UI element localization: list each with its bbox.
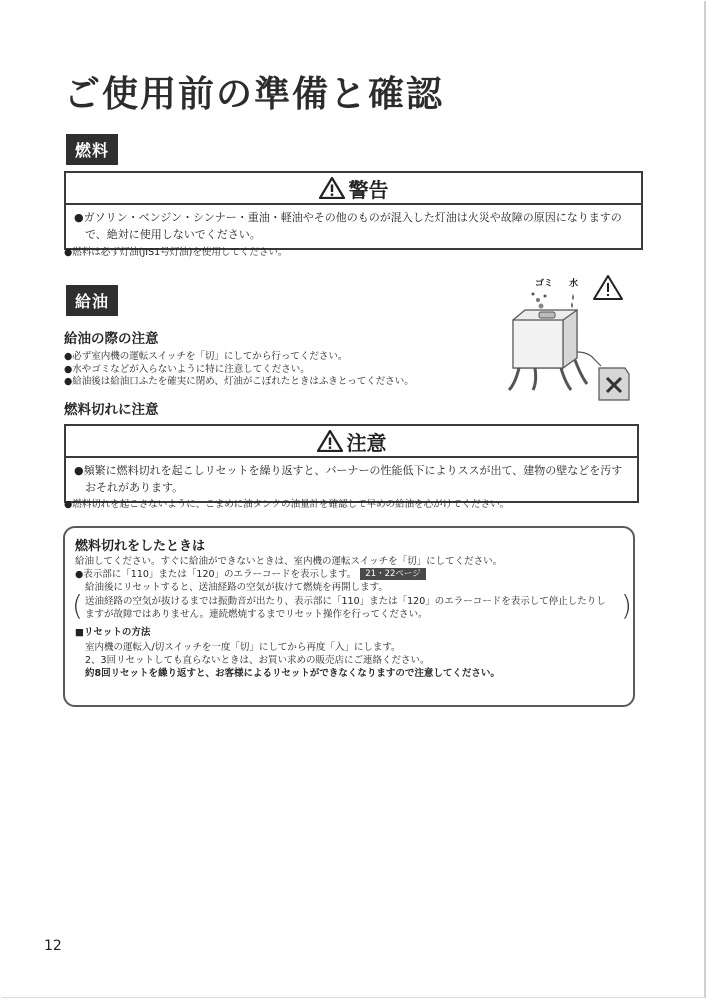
warning-heading: 警告: [348, 177, 389, 202]
caution-header: [66, 426, 637, 458]
warning-line-2: で、絶対に使用しないでください。: [74, 228, 261, 241]
section-tag-fuel: 燃料: [66, 134, 118, 165]
info-display-line: [75, 568, 426, 581]
display-line-text: ●表示部に「110」または「120」のエラーコードを表示します。: [75, 569, 357, 580]
caution-heading: 注意: [346, 430, 387, 455]
list-item: ●必ず室内機の運転スイッチを「切」にしてから行ってください。: [64, 351, 348, 362]
reset-method-line-1: 室内機の運転入/切スイッチを一度「切」にしてから再度「入」にします。: [85, 642, 401, 653]
page-title: ご使用前の準備と確認: [64, 74, 445, 115]
info-intro: 給油してください。すぐに給油ができないときは、室内機の運転スイッチを「切」にしてください。: [75, 556, 503, 567]
fuel-out-heading: 燃料切れに注意: [64, 402, 159, 418]
precautions-list: [64, 351, 414, 389]
refuel-note: ●燃料切れを起こさないように、こまめに油タンクの油量計を確認して早めの給油を心がけてください。: [64, 499, 510, 510]
paren-line-1: 送油経路の空気が抜けるまでは振動音が出たり、表示部に「110」または「120」のエラーコードを表示して停止したりし: [85, 596, 606, 607]
caution-line-1: ●頻繁に燃料切れを起こしリセットを繰り返すと、バーナーの性能低下によりススが出て、建物の壁などを汚す: [74, 464, 623, 477]
info-reset-line: 給油後にリセットすると、送油経路の空気が抜けて燃焼を再開します。: [85, 582, 388, 593]
caution-line-2: おそれがあります。: [74, 481, 184, 494]
warning-header: [66, 173, 641, 205]
water-label: 水: [569, 279, 579, 289]
list-item: ●給油後は給油口ふたを確実に閉め、灯油がこぼれたときはふきとってください。: [64, 376, 414, 387]
left-parenthesis: (: [72, 589, 83, 622]
page-reference-link[interactable]: 21・22ページ: [360, 568, 425, 580]
reset-bold-warning: 約8回リセットを繰り返すと、お客様によるリセットができなくなりますので注意してください。: [85, 668, 500, 679]
precautions-heading: 給油の際の注意: [64, 331, 159, 347]
caution-box: [64, 424, 639, 503]
right-parenthesis: ): [621, 589, 632, 622]
list-item: ●水やゴミなどが入らないように特に注意してください。: [64, 363, 310, 375]
oil-tank-icon: [505, 272, 635, 402]
fuel-out-info-box: [63, 526, 635, 707]
warning-line-1: ●ガソリン・ベンジン・シンナー・重油・軽油やその他のものが混入した灯油は火災や故障の原因になりますの: [74, 211, 622, 224]
fuel-note: ●燃料は必ず灯油(JIS1号灯油)を使用してください。: [64, 247, 288, 258]
info-box-title: 燃料切れをしたときは: [75, 539, 206, 554]
dirt-label: ゴミ: [535, 279, 554, 289]
paren-line-2: ますが故障ではありません。連続燃焼するまでリセット操作を行ってください。: [85, 609, 428, 620]
page-number: 12: [44, 938, 62, 954]
section-tag-refuel: 給油: [66, 285, 118, 316]
warning-triangle-icon: [319, 177, 345, 199]
caution-triangle-icon: [317, 430, 343, 452]
reset-method-heading: ■リセットの方法: [75, 627, 151, 638]
oil-tank-illustration: [505, 272, 635, 402]
reset-method-line-2: 2、3回リセットしても直らないときは、お買い求めの販売店にご連絡ください。: [85, 655, 430, 666]
warning-box: [64, 171, 643, 250]
